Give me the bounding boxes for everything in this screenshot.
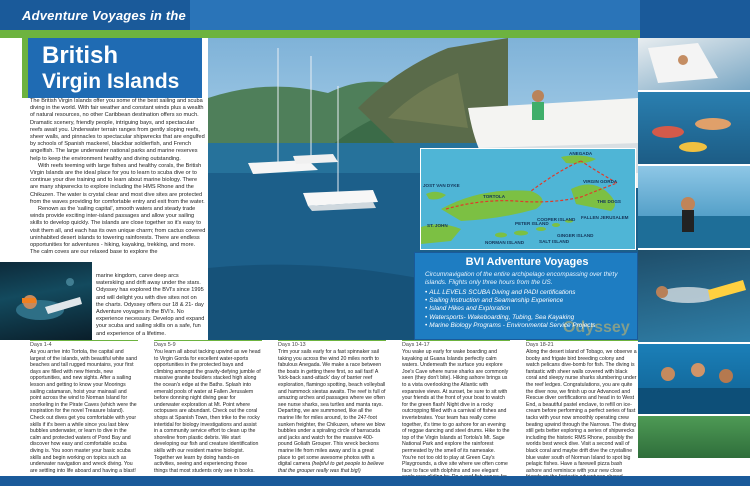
- bvi-feature-item: • Sailing Instruction and Seamanship Experience: [425, 297, 639, 305]
- map-label-tortola: TORTOLA: [483, 194, 506, 199]
- day-column: [30, 340, 138, 474]
- sailing-crew-illustration: [638, 38, 750, 90]
- header-right-bar: [640, 0, 750, 38]
- map-label-norman-island: NORMAN ISLAND: [485, 240, 525, 245]
- intro-paragraph: Renown as the 'sailing capital', smooth waters and steady trade winds provide exciting inter-island passages and allow your sailing skills to develop quickly. The islands are close together so it's easy to visit them all, and each has its own unique charm; from cactus covered uninhabited desert islands to towering rainforests. There are endless opportunities for adventures - hiking, kayaking, trekking, and more. The calm coves are our relaxed base to explore the: [30, 206, 206, 256]
- bvi-feature-item: • Marine Biology Programs - Environmental Service Projects: [425, 322, 639, 330]
- map-label-cooper-island: COOPER ISLAND: [537, 217, 576, 222]
- day-label: Days 5-9: [154, 340, 262, 348]
- page-title: British: [42, 42, 119, 69]
- right-photo-column: [638, 38, 750, 458]
- bvi-box-subtitle: Circumnavigation of the entire archipelago encompassing over thirty islands. Flights only three hours from the US.: [425, 271, 618, 286]
- day-column: [154, 340, 262, 474]
- footer-margin: [0, 486, 750, 500]
- bvi-box-title: BVI Adventure Voyages: [465, 256, 589, 268]
- day-label: Days 18-21: [526, 340, 638, 348]
- day-column: [402, 340, 510, 494]
- day-body: Along the desert island of Tobago, we observe a booby and frigate bird breeding colony and watch pelicans dive-bomb for fish. The diving is fantastic with sheer walls covered with black coral and sleepy nurse sharks slumbering under the reef ledges. Congratulations, you are quite the diver now, we finish up our Advanced and Rescue diver certifications and head in to West End, a beautiful pastel enclave, to refill on ice-cream before performing a perfect series of fast tacks with your now smoothly operating crew beating upwind through the Narrows. The diving still gets better exploring a series of shipwrecks including the historic RMS Rhone, possibly the worlds best wreck dive. Visit a second wall of black coral and maybe drift dive the crystalline blue water south of Norman Island to spot big pelagic fishes. Have a farewell pizza bash ashore and reminisce with your new close: [526, 349, 637, 474]
- snorkeler-photo: [0, 262, 92, 340]
- intro-paragraph: The British Virgin Islands offer you some of the best sailing and scuba diving in the world. With fair weather and constant winds plus a wealth of natural resources, no other Caribbean destination offers so much. Dramatic scenery, friendly people, intriguing bays, and spectacular reefs await you. Underwater terrain ranges from gently sloping reefs, sheer walls, and pinnacles to spectacular shipwrecks that are engulfed by schools of Spanish mackerel, blackbar soldierfish, and French angelfish. The large underwater national parks and marine reserves help to keep the environment healthy and diving outstanding.: [30, 98, 205, 162]
- underwater-diver-illustration: [638, 250, 750, 342]
- photo-underwater-diver: [638, 250, 750, 342]
- day-body: You wake up early for wake boarding and kayaking at Guana Islands perfectly calm waters. Underneath the surface you explore Joe's Cave where nurse sharks are commonly seen (they don't bite). Hiking ashore brings us to a vista overlooking the Atlantic with expansive views. At sunset, be sure to sit with your friends at the front of your boat to watch for the green flash! Night dive in a rocky outcropping filled with a carnival of fishes and invertebrates. Your team has really come together, it's time to go ashore for an evening of reggae dancing and steel drums. Hike to the top of the Virgin Islands at Tortola's Mt. Sage National Park and explore the rainforest permeated by the smell of its namesake. You're not too old to play at Green Cay's Playgrounds, a dive site where we often come face to face with dolphins and see elegant: [402, 349, 510, 474]
- photo-sailing-crew: [638, 38, 750, 90]
- bvi-feature-list: [425, 289, 639, 330]
- green-divider: [0, 30, 640, 38]
- map-label-virgin-gorda: VIRGIN GORDA: [583, 179, 618, 184]
- map-label-jost-van-dyke: JOST VAN DYKE: [423, 183, 460, 188]
- day-body-note: (helpful to get people to believe that the grouper really was that big!): [278, 461, 384, 474]
- photo-diver-surface: [638, 166, 750, 248]
- photo-snorkel-group: [638, 344, 750, 414]
- diver-surface-illustration: [638, 166, 750, 248]
- day-column: [278, 340, 386, 474]
- intro-paragraph-tail: marine kingdom, carve deep arcs waterskiing and drift away under the stars. Odyssey has explored the BVI's since 1995 and will delight you with dive sites not on the charts. Odyssey offers our 18 & 21- day Adventure voyages in the BVI's. No experience necessary. Develop and expand your scuba and sailing skills on a safe, fun and experience of a lifetime.: [96, 273, 205, 337]
- snorkeler-illustration: [0, 262, 92, 340]
- map-label-anegada: ANEGADA: [569, 151, 593, 156]
- map-label-peter-island: PETER ISLAND: [515, 221, 549, 226]
- swimmers-illustration: [638, 92, 750, 164]
- map-label-salt-island: SALT ISLAND: [539, 239, 570, 244]
- odyssey-watermark: Odyssey: [563, 319, 630, 336]
- day-label: Days 10-13: [278, 340, 386, 348]
- day-column: [526, 340, 638, 487]
- day-label: Days 14-17: [402, 340, 510, 348]
- map-label-the-dogs: THE DOGS: [597, 199, 621, 204]
- map-label-ginger-island: GINGER ISLAND: [557, 233, 594, 238]
- snorkel-group-illustration: [638, 344, 750, 414]
- itinerary-days: [30, 340, 638, 476]
- day-body: You learn all about tacking upwind as we head to Virgin Gorda for excellent water-sports opportunities in the protected bays and climbing amongst the gravity-defying jumble of massive granite boulders stacked high along the ocean's edge at the Baths. Splash into emerald pools of water at Fallen Jerusalem before donning night diving gear for underwater exploration at Mt. Point where octopuses are abundant. Check out the coral shops at Spanish Town, then trike to the rocky intertidal for biology investigations and assist in a community service effort to clean up the shoreline from plastic debris. We start developing our fish and creature identification skills with our resident marine biologist. Together we learn by doing hands-on activities, seeing and experiencing those things that most students only see in books.: [154, 349, 261, 474]
- day-body: As you arrive into Tortola, the capital and largest of the islands, with beautiful white sand beaches and tall rugged mountains, your first days are filled with new friends, new opportunities, and new sights. After a sailing lesson and getting to know your Moorings sailing catamaran, hoist your mainsail and point across the wind to Norman Island for snorkeling in the Pirate Caves (which were the inspiration for the novel Treasure Island). Check out dives get you comfortable with your skills if it's been a while since you last blew bubbles underwater, or learn to dive in the calm and protected waters of Pond Bay and discover how easy and comfortable scuba diving is. You soon master your basic scuba skills and begin working on topics such as underwater navigation and wreck diving. You are settling into life aboard and having a blast!: [30, 349, 137, 474]
- map-label-fallen-jerusalem: FALLEN JERUSALEM: [581, 215, 629, 220]
- day-body-text: Trim your sails early for a fast spinnaker sail taking you across the wind 20 miles north to fabulous Anegada. We make a race between the boats in getting there first, so sail fast! A 'kick-back sand-attack' day of barrier reef exploration, flamingo spotting, beach volleyball and hammock siestas awaits. The reef is full of amazing arches and passages where we often see nurse sharks, sea turtles and manta rays. Departing, we are summoned, like all the marine life for miles around, to the 247-foot sunken freighter, the Chikuzen, where we blow bubbles under a spiraling circle of barracuda and jacks and watch for the massive 400-pound Goliath Grouper. This wreck beckons marine life from miles away and is a great place to get some awesome photos with a digital camera: [278, 349, 386, 468]
- photo-island-shore: [638, 416, 750, 458]
- map-label-st-john: ST. JOHN: [427, 223, 448, 228]
- bvi-feature-item: • ALL LEVELS SCUBA Diving and PADI certifications: [425, 289, 639, 297]
- day-label: Days 1-4: [30, 340, 138, 348]
- title-block: [22, 38, 202, 98]
- header-title: Adventure Voyages in the: [22, 8, 186, 23]
- photo-swimmers: [638, 92, 750, 164]
- bvi-voyages-box: [414, 252, 638, 340]
- day-body: [278, 349, 386, 474]
- bvi-map: [420, 148, 636, 250]
- intro-paragraph: With reefs teeming with large fishes and healthy corals, the British Virgin Islands are the ideal place for you to learn to scuba dive or to continue your dive training and to learn about marine biology. There are many shipwrecks to explore including the HMS Rhone and the Chikuzen. The water is crystal clear and most dive sites are protected from the waves providing for comfortable entry and exit from the water.: [30, 162, 205, 205]
- bvi-feature-item: • Watersports- Wakeboarding, Tubing, Sea Kayaking: [425, 314, 639, 322]
- bvi-feature-item: • Island Hikes and Exploration: [425, 305, 639, 313]
- footer-blue-band: [0, 476, 750, 486]
- page-subtitle: Virgin Islands: [42, 70, 180, 93]
- intro-article: [30, 98, 206, 256]
